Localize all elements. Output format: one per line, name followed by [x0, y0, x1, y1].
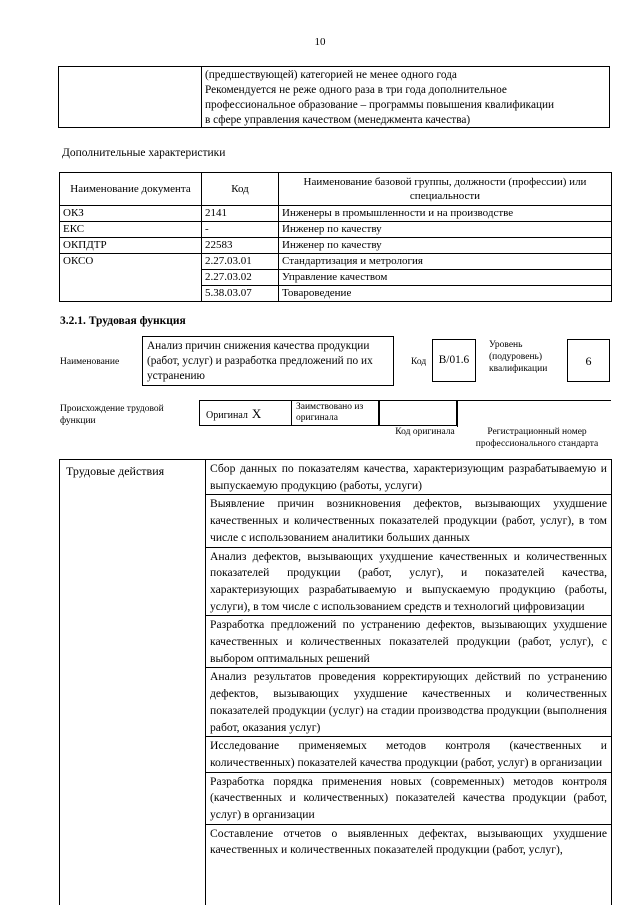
labor-action-item: Анализ результатов проведения корректирующих действий по устранению дефектов, вызывающих ухудшение качественных и количественных показателей продукции (услуг) на стадии производства продукции (выполнения работ, оказания услуг)	[206, 668, 611, 737]
requirements-line: (предшествующей) категорией не менее одного года	[205, 69, 457, 81]
cell-name: Товароведение	[279, 286, 612, 302]
cell-name: Стандартизация и метрология	[279, 254, 612, 270]
labor-actions-label: Трудовые действия	[66, 464, 165, 478]
cell-doc: ОКСО	[60, 254, 202, 302]
labor-action-item: Сбор данных по показателям качества, характеризующим разрабатываемую и выпускаемую продукцию (работы, услуги)	[206, 460, 611, 495]
qualification-level-label: Уровень (подуровень) квалификации	[489, 340, 548, 374]
header-doc-name: Наименование документа	[60, 173, 202, 206]
additional-characteristics-title: Дополнительные характеристики	[62, 147, 226, 159]
original-label: Оригинал	[206, 410, 248, 421]
cell-code: 5.38.03.07	[202, 286, 279, 302]
column-divider	[201, 67, 202, 127]
page-number: 10	[314, 36, 326, 48]
function-name-box: Анализ причин снижения качества продукции (работ, услуг) и разработка предложений по их устранению	[142, 336, 394, 386]
labor-action-item: Исследование применяемых методов контроля (качественных и количественных) показателей качества продукции (работ, услуг) в организации	[206, 737, 611, 772]
code-label: Код	[411, 357, 427, 367]
cell-doc: ЕКС	[60, 222, 202, 238]
cell-code: 2.27.03.01	[202, 254, 279, 270]
borrowed-box: Заимствовано из оригинала	[291, 400, 379, 426]
reg-number-box	[457, 400, 611, 427]
origin-code-box	[379, 400, 457, 426]
header-code: Код	[202, 173, 279, 206]
labor-actions-list	[206, 460, 611, 859]
requirements-line: в сфере управления качеством (менеджмента качества)	[205, 114, 471, 126]
cell-code: 22583	[202, 238, 279, 254]
table-row	[60, 222, 612, 238]
requirements-line: Рекомендуется не реже одного раза в три года дополнительное	[205, 84, 507, 96]
requirements-line: профессиональное образование – программы повышения квалификации	[205, 99, 555, 111]
qualification-level-box: 6	[567, 339, 610, 382]
origin-code-label: Код оригинала	[395, 427, 455, 437]
labor-action-item: Составление отчетов о выявленных дефектах, вызывающих ухудшение качественных и количественных показателей продукции (работ, услуг),	[210, 826, 607, 857]
cell-doc: ОКПДТР	[60, 238, 202, 254]
cell-code: 2141	[202, 206, 279, 222]
labor-action-item: Разработка порядка применения новых (современных) методов контроля (качественных и количественных) показателей качества продукции (работ, услуг) в организации	[206, 773, 611, 825]
requirements-table-continuation	[58, 66, 610, 128]
cell-code: 2.27.03.02	[202, 270, 279, 286]
original-box	[199, 400, 292, 426]
table-row	[60, 254, 612, 270]
function-code-box: B/01.6	[432, 339, 476, 382]
table-row	[60, 206, 612, 222]
cell-name: Инженер по качеству	[279, 222, 612, 238]
original-mark: X	[251, 406, 262, 421]
labor-function-title: 3.2.1. Трудовая функция	[60, 315, 186, 327]
requirements-cell	[205, 68, 605, 128]
name-label: Наименование	[60, 357, 120, 367]
labor-action-item: Выявление причин возникновения дефектов, вызывающих ухудшение качественных и количественных показателей продукции (работ, услуг), в том числе с использованием аналитики больших данных	[206, 495, 611, 547]
header-base-group: Наименование базовой группы, должности (профессии) или специальности	[279, 173, 612, 206]
cell-name: Управление качеством	[279, 270, 612, 286]
cell-code: -	[202, 222, 279, 238]
cell-name: Инженер по качеству	[279, 238, 612, 254]
labor-action-item: Разработка предложений по устранению дефектов, вызывающих ухудшение качественных и количественных показателей продукции (работ, услуг), с выбором оптимальных решений	[206, 616, 611, 668]
cell-name: Инженеры в промышленности и на производстве	[279, 206, 612, 222]
labor-actions-table	[59, 459, 612, 905]
cell-doc: ОКЗ	[60, 206, 202, 222]
labor-action-item: Анализ дефектов, вызывающих ухудшение качественных и количественных показателей продукции (работ, услуг), и показателей качества, характеризующих разрабатываемую и выпускаемую продукцию (работы, услуги), в том числе с использованием средств и технологий цифровизации	[206, 548, 611, 617]
table-header-row	[60, 173, 612, 206]
origin-label: Происхождение трудовой функции	[60, 404, 164, 426]
table-row	[60, 238, 612, 254]
reg-number-label: Регистрационный номер профессионального стандарта	[475, 427, 599, 449]
additional-characteristics-table	[59, 172, 612, 302]
